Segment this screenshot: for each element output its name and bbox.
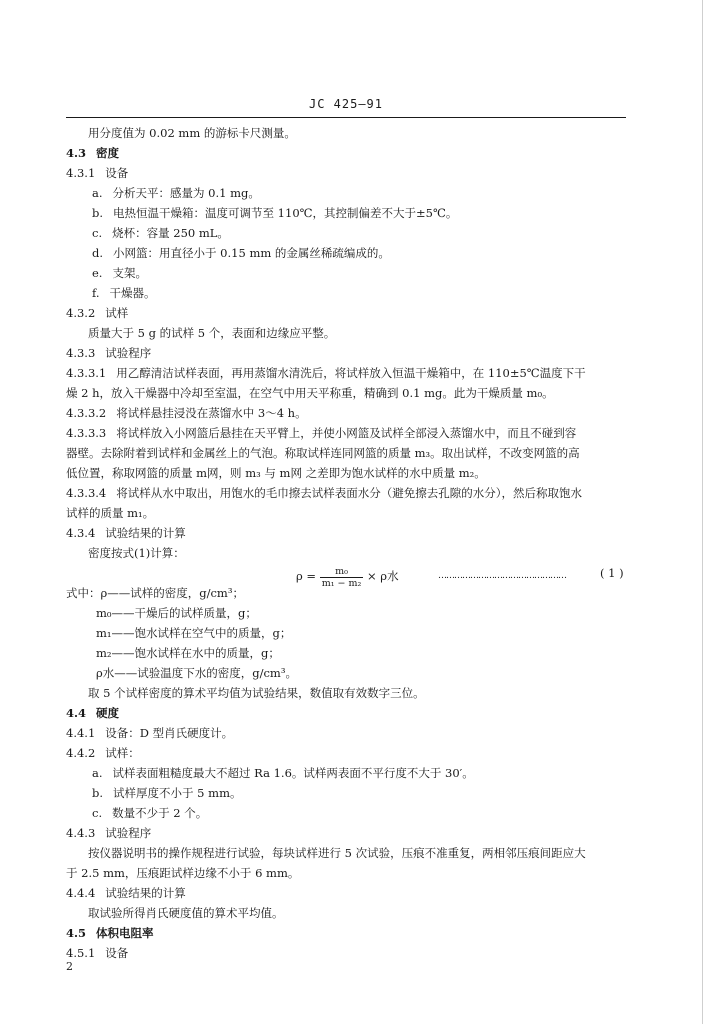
clause-number: 4.3.1 (66, 166, 96, 180)
formula-lhs: ρ = (296, 569, 317, 583)
line-text: 于 2.5 mm，压痕距试样边缘不小于 6 mm。 (66, 866, 300, 880)
text-line (96, 603, 257, 623)
line-text: 燥 2 h，放入干燥器中冷却至室温，在空气中用天平称重，精确到 0.1 mg。此为干燥质量 m₀。 (66, 386, 554, 400)
line-text: 硬度 (96, 706, 120, 720)
line-text: 试样表面粗糙度最大不超过 Ra 1.6。试样两表面不平行度不大于 30′。 (112, 766, 474, 780)
text-line (96, 623, 291, 643)
text-line (66, 823, 151, 843)
text-line (96, 663, 297, 683)
formula-rhs: × ρ水 (367, 569, 399, 583)
clause-number: f. (92, 286, 100, 300)
line-text: 将试样从水中取出，用饱水的毛巾擦去试样表面水分（避免擦去孔隙的水分），然后称取饱水 (116, 486, 582, 500)
page-header-code: JC 425—91 (308, 97, 384, 111)
formula-fraction (320, 566, 364, 589)
text-line (66, 883, 186, 903)
formula-numerator: m₀ (335, 565, 348, 577)
clause-number: 4.4.2 (66, 746, 96, 760)
text-line (66, 523, 186, 543)
clause-number: 4.3.4 (66, 526, 96, 540)
line-text: ρ水——试验温度下水的密度，g/cm³。 (96, 666, 297, 680)
page-number: 2 (66, 960, 73, 973)
scan-edge (702, 0, 703, 1024)
text-line (66, 503, 154, 523)
line-text: 器壁。去除附着到试样和金属丝上的气泡。称取试样连同网篮的质量 m₃。取出试样，不改变网篮的高 (66, 446, 580, 460)
line-text: 试验程序 (105, 826, 152, 840)
line-text: 分析天平：感量为 0.1 mg。 (112, 186, 260, 200)
line-text: 式中：ρ——试样的密度，g/cm³； (66, 586, 244, 600)
line-text: 干燥器。 (109, 286, 156, 300)
line-text: 用分度值为 0.02 mm 的游标卡尺测量。 (88, 126, 296, 140)
clause-number: e. (92, 266, 103, 280)
clause-number: b. (92, 206, 104, 220)
text-line (66, 443, 580, 463)
text-line (66, 303, 128, 323)
text-line (66, 163, 128, 183)
text-line (88, 323, 335, 343)
text-line (92, 223, 229, 243)
line-text: m₁——饱水试样在空气中的质量，g； (96, 626, 292, 640)
clause-number: 4.4.1 (66, 726, 96, 740)
text-line (88, 843, 586, 863)
line-text: 试样 (105, 306, 129, 320)
text-line (66, 863, 299, 883)
line-text: 试样的质量 m₁。 (66, 506, 155, 520)
line-text: 设备 (105, 166, 129, 180)
clause-number: 4.3.3.2 (66, 406, 107, 420)
line-text: 小网篮：用直径小于 0.15 mm 的金属丝稀疏编成的。 (113, 246, 390, 260)
text-line (66, 723, 233, 743)
line-text: 试样： (105, 746, 140, 760)
text-line (66, 363, 586, 383)
text-line (66, 463, 486, 483)
text-line (66, 343, 151, 363)
line-text: 按仪器说明书的操作规程进行试验，每块试样进行 5 次试验，压痕不准重复，两相邻压痕间距应大 (88, 846, 586, 860)
clause-number: 4.3 (66, 146, 87, 160)
formula-1 (296, 563, 399, 589)
line-text: 密度按式(1)计算： (88, 546, 185, 560)
text-line (66, 383, 554, 403)
line-text: 设备 (105, 946, 129, 960)
text-line (92, 763, 474, 783)
text-line (88, 543, 185, 563)
line-text: 密度 (96, 146, 120, 160)
line-text: 取 5 个试样密度的算术平均值为试验结果，数值取有效数字三位。 (88, 686, 425, 700)
line-text: 设备：D 型肖氏硬度计。 (105, 726, 234, 740)
line-text: 质量大于 5 g 的试样 5 个，表面和边缘应平整。 (88, 326, 336, 340)
clause-number: 4.5 (66, 926, 87, 940)
text-line (96, 643, 280, 663)
header-rule (66, 117, 626, 118)
text-line (92, 183, 260, 203)
line-text: 体积电阻率 (96, 926, 154, 940)
formula-denominator: m₁ − m₂ (321, 577, 362, 589)
clause-number: 4.4.4 (66, 886, 96, 900)
clause-number: 4.3.3 (66, 346, 96, 360)
clause-number: d. (92, 246, 104, 260)
text-line (88, 903, 284, 923)
text-line (66, 423, 576, 443)
clause-number: 4.4 (66, 706, 87, 720)
clause-number: 4.3.3.4 (66, 486, 107, 500)
text-line (66, 403, 307, 423)
text-line (92, 803, 207, 823)
line-text: 支架。 (112, 266, 147, 280)
clause-number: 4.5.1 (66, 946, 96, 960)
line-text: 取试验所得肖氏硬度值的算术平均值。 (88, 906, 284, 920)
formula-number: ( 1 ) (600, 566, 624, 580)
formula-leader-dots: ………………………………………… (438, 571, 566, 581)
line-text: 烧杯：容量 250 mL。 (112, 226, 229, 240)
text-line (66, 703, 119, 723)
text-line (66, 583, 244, 603)
line-text: 试验结果的计算 (105, 886, 186, 900)
text-line (66, 923, 154, 943)
line-text: 电热恒温干燥箱：温度可调节至 110℃，其控制偏差不大于±5℃。 (113, 206, 458, 220)
clause-number: c. (92, 226, 103, 240)
clause-number: a. (92, 186, 103, 200)
line-text: m₂——饱水试样在水中的质量，g； (96, 646, 280, 660)
text-line (66, 743, 140, 763)
clause-number: 4.3.3.1 (66, 366, 107, 380)
line-text: 试样厚度不小于 5 mm。 (113, 786, 242, 800)
text-line (92, 243, 390, 263)
text-line (88, 683, 425, 703)
text-line (92, 783, 241, 803)
line-text: 用乙醇清洁试样表面，再用蒸馏水清洗后，将试样放入恒温干燥箱中，在 110±5℃温度下干 (116, 366, 586, 380)
line-text: 将试样放入小网篮后悬挂在天平臂上，并使小网篮及试样全部浸入蒸馏水中，而且不碰到容 (116, 426, 577, 440)
text-line (66, 483, 582, 503)
clause-number: c. (92, 806, 103, 820)
clause-number: a. (92, 766, 103, 780)
text-line (92, 263, 147, 283)
clause-number: b. (92, 786, 104, 800)
line-text: m₀——干燥后的试样质量，g； (96, 606, 257, 620)
text-line (66, 143, 119, 163)
line-text: 试验程序 (105, 346, 152, 360)
clause-number: 4.3.3.3 (66, 426, 107, 440)
clause-number: 4.4.3 (66, 826, 96, 840)
clause-number: 4.3.2 (66, 306, 96, 320)
text-line (66, 943, 128, 963)
line-text: 低位置，称取网篮的质量 m网，则 m₃ 与 m网 之差即为饱水试样的水中质量 m₂。 (66, 466, 486, 480)
line-text: 试验结果的计算 (105, 526, 186, 540)
line-text: 将试样悬挂浸没在蒸馏水中 3～4 h。 (116, 406, 307, 420)
text-line (88, 123, 296, 143)
text-line (92, 283, 156, 303)
line-text: 数量不少于 2 个。 (112, 806, 208, 820)
text-line (92, 203, 457, 223)
